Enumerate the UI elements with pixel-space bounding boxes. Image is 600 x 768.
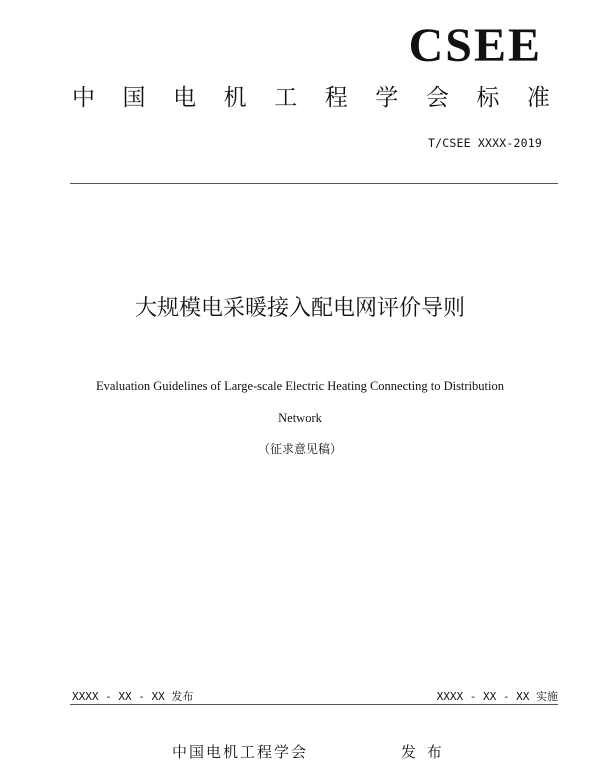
draft-label: （征求意见稿）: [257, 442, 342, 456]
org-char: 电: [173, 85, 197, 111]
standard-number: T/CSEE XXXX-2019: [428, 136, 542, 150]
implementation-date: XXXX - XX - XX 实施: [436, 690, 558, 703]
bottom-divider: [70, 704, 558, 705]
org-char: 标: [476, 85, 500, 111]
org-char: 国: [122, 85, 146, 111]
document-title-chinese: 大规模电采暖接入配电网评价导则: [134, 296, 465, 321]
org-char: 工: [274, 85, 298, 111]
issue-date: XXXX - XX - XX 发布: [72, 690, 194, 703]
publisher-name: 中国电机工程学会: [172, 743, 309, 761]
org-char: 机: [223, 85, 247, 111]
org-char: 程: [324, 85, 348, 111]
standard-org-heading: [72, 87, 550, 110]
org-char: 学: [375, 85, 399, 111]
english-title-line: Network: [278, 411, 322, 425]
org-char: 准: [526, 85, 550, 111]
top-divider: [70, 183, 558, 184]
csee-logo: CSEE: [408, 19, 542, 72]
english-title-line: Evaluation Guidelines of Large-scale Electric Heating Connecting to Distribution: [96, 379, 504, 393]
document-title-english: [40, 370, 560, 434]
org-char: 会: [425, 85, 449, 111]
org-char: 中: [72, 85, 95, 111]
publish-label: 发 布: [401, 743, 442, 761]
